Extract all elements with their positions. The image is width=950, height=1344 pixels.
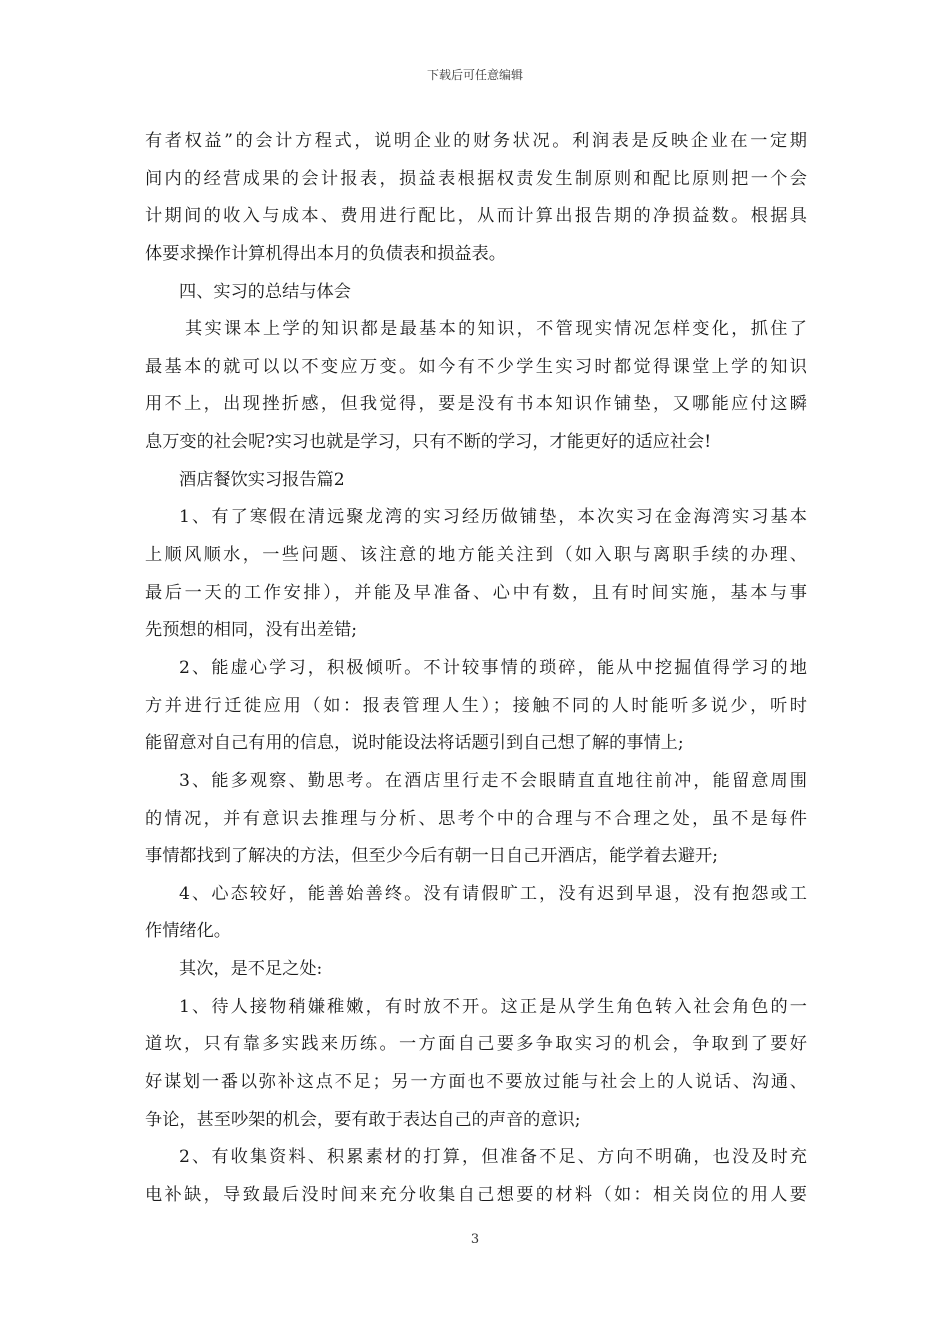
paragraph-line: 最基本的就可以以不变应万变。如今有不少学生实习时都觉得课堂上学的知识: [145, 356, 807, 377]
paragraph-line: 最后一天的工作安排），并能及早准备、心中有数，且有时间实施，基本与事: [145, 582, 807, 603]
paragraph-line: 能留意对自己有用的信息，说时能设法将话题引到自己想了解的事情上;: [145, 733, 684, 754]
paragraph-line: 争论，甚至吵架的机会，要有敢于表达自己的声音的意识;: [145, 1109, 581, 1130]
paragraph-line: 电补缺，导致最后没时间来充分收集自己想要的材料（如：相关岗位的用人要: [145, 1184, 807, 1205]
paragraph-line: 的情况，并有意识去推理与分析、思考个中的合理与不合理之处，虽不是每件: [145, 808, 807, 829]
paragraph-line: 好谋划一番以弥补这点不足；另一方面也不要放过能与社会上的人说话、沟通、: [145, 1072, 807, 1093]
paragraph-line: 其实课本上学的知识都是最基本的知识，不管现实情况怎样变化，抓住了: [185, 319, 807, 340]
paragraph-line: 上顺风顺水，一些问题、该注意的地方能关注到（如入职与离职手续的办理、: [145, 545, 807, 566]
paragraph-line: 3、能多观察、勤思考。在酒店里行走不会眼睛直直地往前冲，能留意周围: [179, 770, 807, 791]
page-header: 下载后可任意编辑: [426, 68, 523, 82]
paragraph-line: 用不上，出现挫折感，但我觉得，要是没有书本知识作铺垫，又哪能应付这瞬: [145, 394, 807, 415]
page-number: 3: [470, 1232, 480, 1247]
paragraph-line: 息万变的社会呢?实习也就是学习，只有不断的学习，才能更好的适应社会!: [145, 432, 712, 453]
paragraph-line: 体要求操作计算机得出本月的负债表和损益表。: [145, 243, 506, 264]
paragraph-line: 作情绪化。: [145, 921, 231, 942]
paragraph-line: 其次，是不足之处:: [179, 959, 323, 980]
section-heading: 酒店餐饮实习报告篇2: [179, 469, 345, 490]
paragraph-line: 1、有了寒假在清远聚龙湾的实习经历做铺垫，本次实习在金海湾实习基本: [179, 507, 807, 528]
paragraph-line: 2、有收集资料、积累素材的打算，但准备不足、方向不明确，也没及时充: [179, 1147, 807, 1168]
paragraph-line: 道坎，只有靠多实践来历练。一方面自己要多争取实习的机会，争取到了要好: [145, 1034, 807, 1055]
paragraph-line: 1、待人接物稍嫌稚嫩，有时放不开。这正是从学生角色转入社会角色的一: [179, 996, 807, 1017]
paragraph-line: 计期间的收入与成本、费用进行配比，从而计算出报告期的净损益数。根据具: [145, 206, 807, 227]
paragraph-line: 方并进行迁徙应用（如：报表管理人生）；接触不同的人时能听多说少，听时: [145, 695, 807, 716]
section-heading: 四、实习的总结与体会: [179, 281, 351, 302]
paragraph-line: 2、能虚心学习，积极倾听。不计较事情的琐碎，能从中挖掘值得学习的地: [179, 657, 807, 678]
paragraph-line: 有者权益”的会计方程式，说明企业的财务状况。利润表是反映企业在一定期: [145, 131, 807, 151]
paragraph-line: 间内的经营成果的会计报表，损益表根据权责发生制原则和配比原则把一个会: [145, 168, 807, 189]
paragraph-line: 先预想的相同，没有出差错;: [145, 620, 358, 641]
paragraph-line: 事情都找到了解决的方法，但至少今后有朝一日自己开酒店，能学着去避开;: [145, 846, 718, 867]
document-body: [145, 123, 807, 1215]
paragraph-line: 4、心态较好，能善始善终。没有请假旷工，没有迟到早退，没有抱怨或工: [179, 883, 807, 904]
